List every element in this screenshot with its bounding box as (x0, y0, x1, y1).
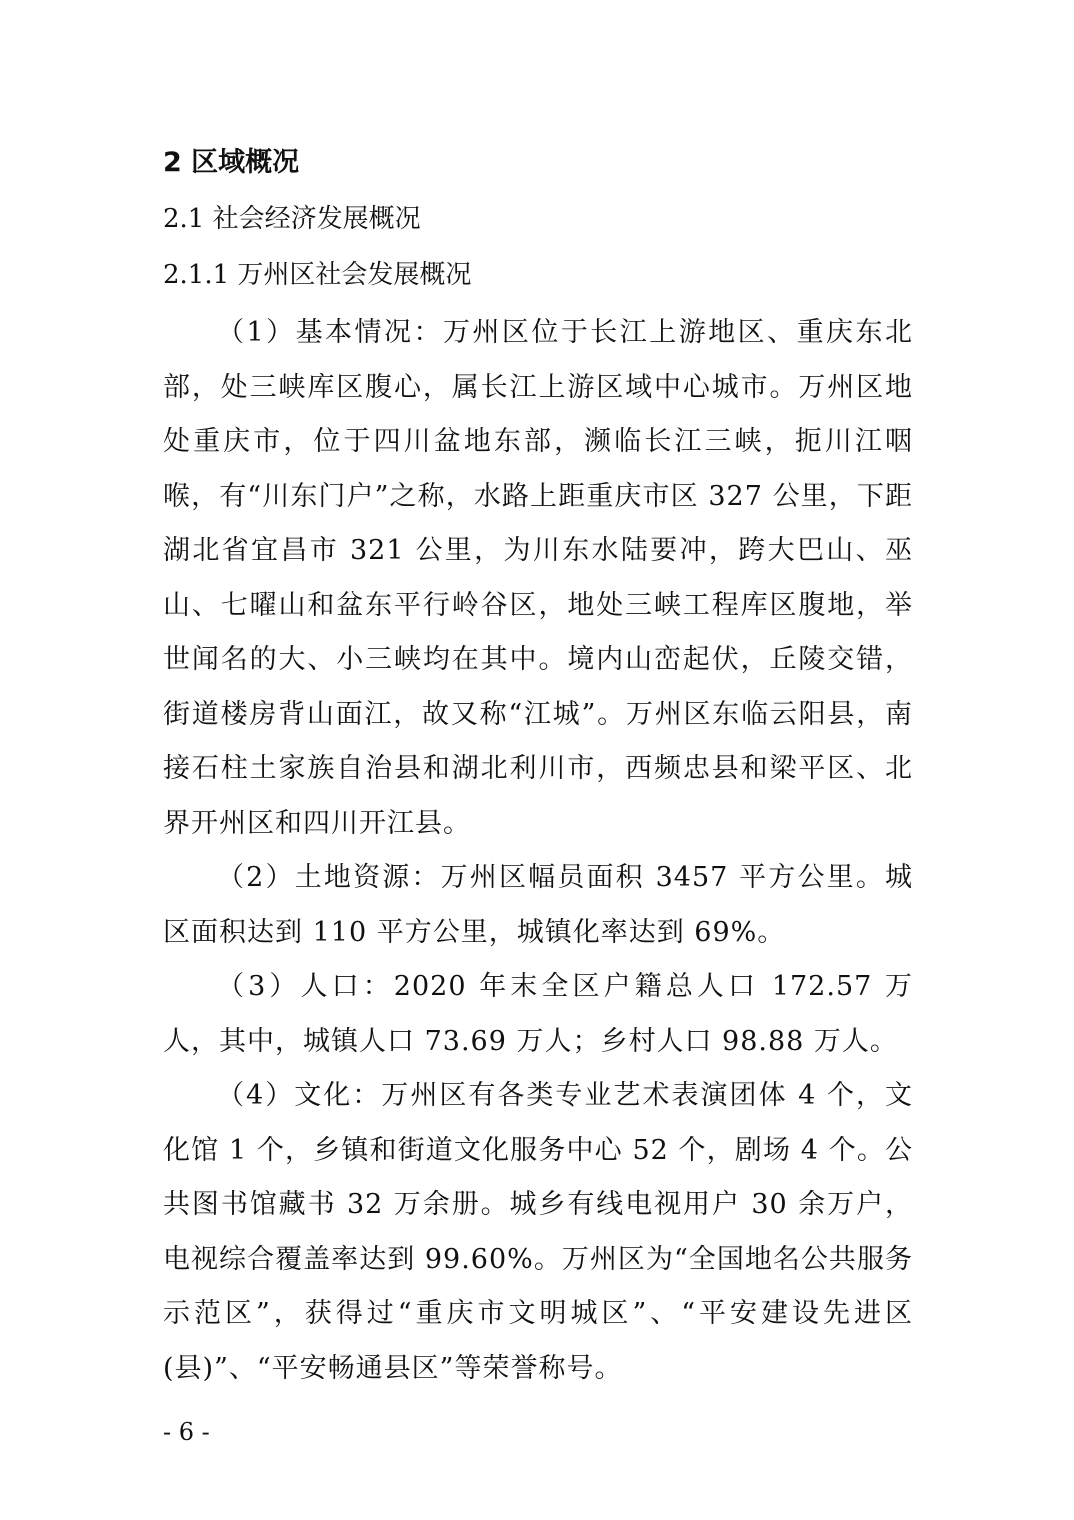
paragraph-population: （3）人口：2020 年末全区户籍总人口 172.57 万人，其中，城镇人口 73.69 万人；乡村人口 98.88 万人。 (163, 971, 913, 1057)
subsection-heading: 2.1 社会经济发展概况 (163, 204, 421, 234)
page-number: - 6 - (163, 1418, 210, 1446)
paragraph-land-resources: （2）土地资源：万州区幅员面积 3457 平方公里。城区面积达到 110 平方公里，城镇化率达到 69%。 (163, 862, 913, 948)
paragraph-culture: （4）文化：万州区有各类专业艺术表演团体 4 个，文化馆 1 个，乡镇和街道文化服务中心 52 个，剧场 4 个。公共图书馆藏书 32 万余册。城乡有线电视用户 30 余万户，电视综合覆盖率达到 99.60%。万州区为“全国地名公共服务示范区”，获得过“重庆市文明城区”、“平安建设先进区(县)”、“平安畅通县区”等荣誉称号。 (163, 1080, 913, 1384)
sub-subsection-heading: 2.1.1 万州区社会发展概况 (163, 260, 472, 290)
paragraph-basic-situation: （1）基本情况：万州区位于长江上游地区、重庆东北部，处三峡库区腹心，属长江上游区域中心城市。万州区地处重庆市，位于四川盆地东部，濒临长江三峡，扼川江咽喉，有“川东门户”之称，水路上距重庆市区 327 公里，下距湖北省宜昌市 321 公里，为川东水陆要冲，跨大巴山、巫山、七曜山和盆东平行岭谷区，地处三峡工程库区腹地，举世闻名的大、小三峡均在其中。境内山峦起伏，丘陵交错，街道楼房背山面江，故又称“江城”。万州区东临云阳县，南接石柱土家族自治县和湖北利川市，西频忠县和梁平区、北界开州区和四川开江县。 (163, 317, 913, 839)
body-text (163, 306, 913, 1396)
section-heading: 2 区域概况 (163, 147, 300, 178)
